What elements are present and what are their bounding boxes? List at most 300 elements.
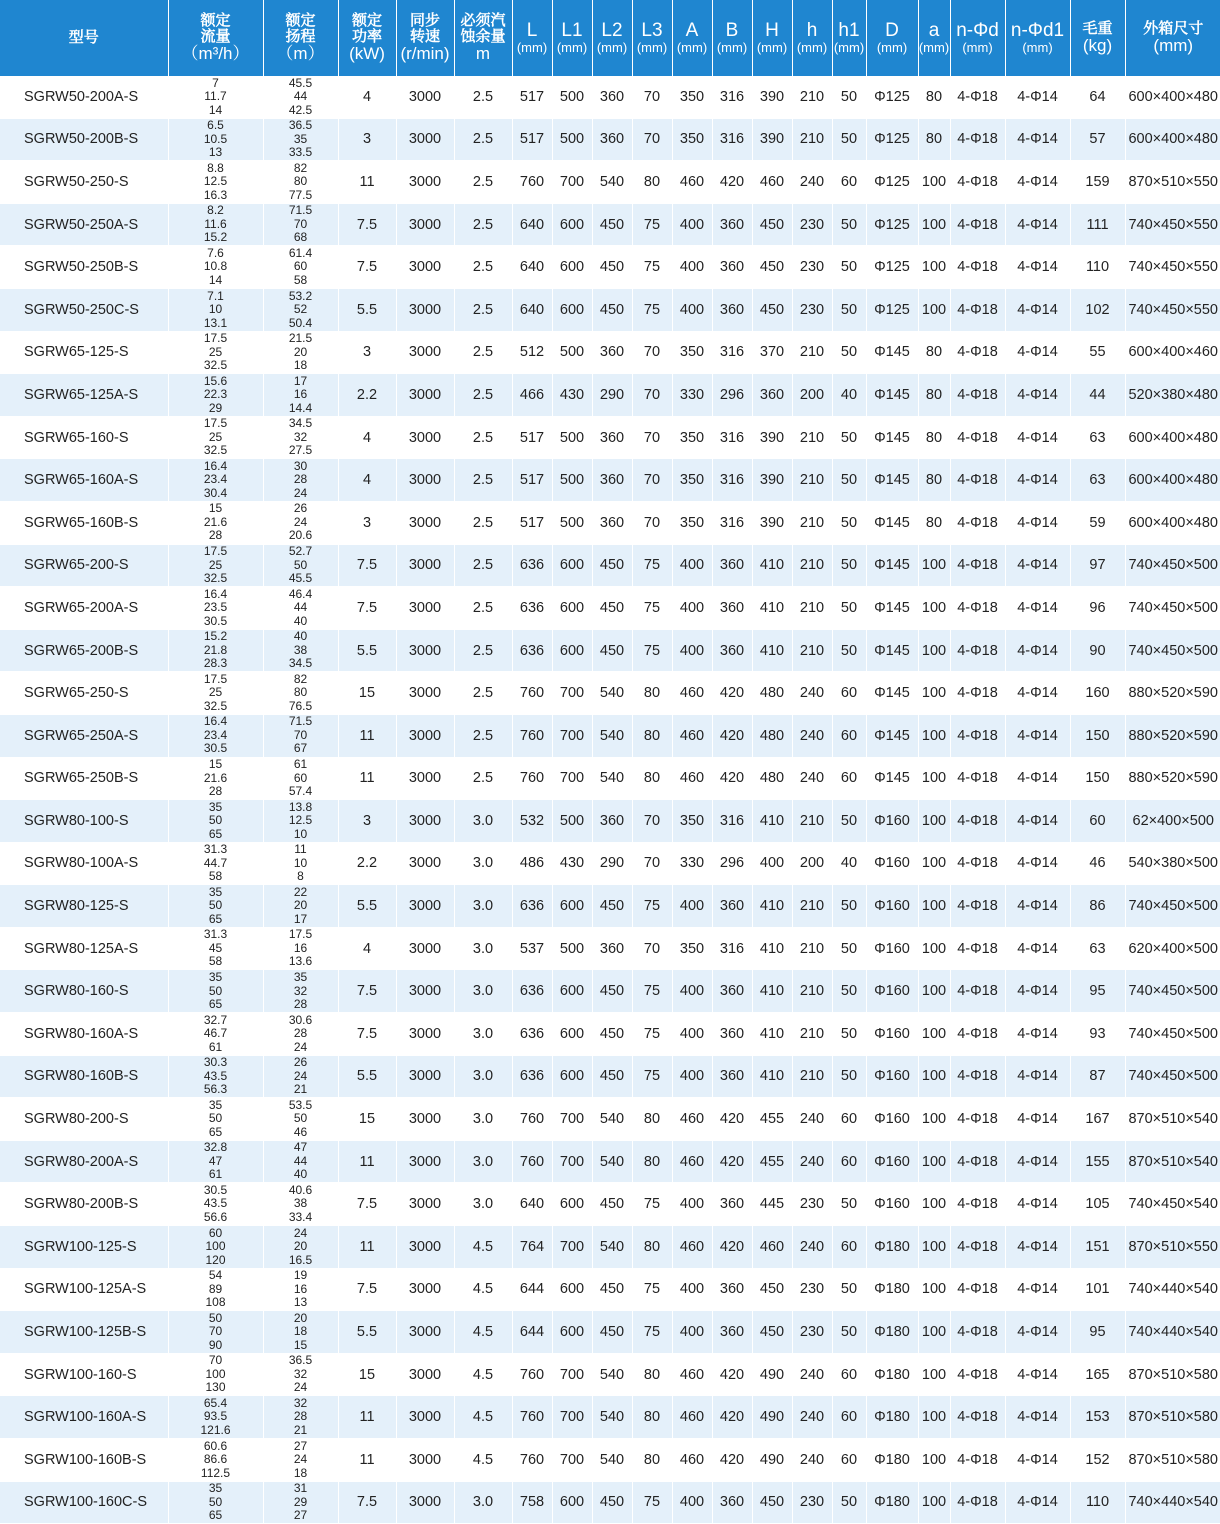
spec-cell: 159	[1070, 161, 1125, 204]
spec-cell: 11	[338, 1439, 396, 1482]
head-cell	[263, 331, 338, 374]
spec-cell: 4-Φ14	[1005, 76, 1070, 118]
spec-cell: 4-Φ14	[1005, 1140, 1070, 1183]
spec-cell: 4-Φ18	[950, 203, 1005, 246]
flow-value: 46.7	[169, 1027, 263, 1041]
spec-cell: 360	[592, 331, 632, 374]
column-header-label: 额定 扬程	[264, 13, 338, 45]
flow-value: 35	[169, 801, 263, 815]
spec-cell: 400	[672, 1055, 712, 1098]
spec-cell: 410	[752, 885, 792, 928]
head-value: 80	[264, 686, 338, 700]
spec-cell: 410	[752, 629, 792, 672]
spec-cell: 760	[512, 1439, 552, 1482]
spec-cell: 636	[512, 885, 552, 928]
spec-cell: 4-Φ18	[950, 118, 1005, 161]
spec-cell: 3000	[396, 1353, 454, 1396]
spec-cell: 15	[338, 1098, 396, 1141]
spec-cell: 240	[792, 672, 832, 715]
spec-cell: 4-Φ14	[1005, 1226, 1070, 1269]
head-value: 21.5	[264, 332, 338, 346]
spec-cell: 50	[832, 1013, 866, 1056]
spec-cell: 350	[672, 416, 712, 459]
column-header-unit: (mm)	[793, 41, 832, 55]
spec-cell: 100	[918, 1353, 950, 1396]
flow-value: 90	[169, 1339, 263, 1353]
spec-cell: 4-Φ14	[1005, 1098, 1070, 1141]
spec-cell: 80	[632, 714, 672, 757]
spec-cell: 4-Φ18	[950, 842, 1005, 885]
spec-cell: 360	[712, 203, 752, 246]
model-cell: SGRW50-200B-S	[0, 118, 168, 161]
head-value: 24	[264, 516, 338, 530]
spec-cell: 50	[832, 927, 866, 970]
head-cell	[263, 203, 338, 246]
spec-cell: 420	[712, 1396, 752, 1439]
spec-cell: 517	[512, 501, 552, 544]
flow-value: 28	[169, 529, 263, 543]
spec-cell: 3000	[396, 970, 454, 1013]
head-cell	[263, 757, 338, 800]
spec-cell: 75	[632, 629, 672, 672]
head-cell	[263, 1140, 338, 1183]
spec-cell: 3	[338, 331, 396, 374]
spec-cell: 3.0	[454, 927, 512, 970]
spec-cell: 390	[752, 501, 792, 544]
head-value: 17	[264, 913, 338, 927]
spec-cell: 210	[792, 927, 832, 970]
spec-cell: 644	[512, 1311, 552, 1354]
spec-cell: 40	[832, 374, 866, 417]
spec-cell: 400	[672, 629, 712, 672]
column-header	[1070, 0, 1125, 76]
spec-cell: 80	[918, 374, 950, 417]
head-cell	[263, 672, 338, 715]
head-value: 50	[264, 1112, 338, 1126]
spec-cell: 7.5	[338, 1268, 396, 1311]
spec-cell: Φ125	[866, 161, 918, 204]
spec-cell: 880×520×590	[1125, 714, 1220, 757]
spec-cell: 500	[552, 76, 592, 118]
spec-cell: 2.5	[454, 544, 512, 587]
flow-value: 16.4	[169, 460, 263, 474]
table-row	[0, 1013, 1220, 1056]
spec-cell: 4-Φ18	[950, 757, 1005, 800]
spec-cell: 410	[752, 1013, 792, 1056]
flow-value: 44.7	[169, 857, 263, 871]
spec-cell: 3000	[396, 374, 454, 417]
spec-cell: 3.0	[454, 970, 512, 1013]
model-cell: SGRW100-160A-S	[0, 1396, 168, 1439]
spec-cell: 360	[712, 970, 752, 1013]
spec-cell: 50	[832, 118, 866, 161]
spec-cell: 4-Φ18	[950, 1311, 1005, 1354]
head-value: 45.5	[264, 77, 338, 91]
spec-cell: Φ160	[866, 1140, 918, 1183]
flow-value: 15	[169, 758, 263, 772]
flow-value: 10	[169, 303, 263, 317]
flow-value: 30.3	[169, 1056, 263, 1070]
flow-value: 120	[169, 1254, 263, 1268]
head-value: 44	[264, 1155, 338, 1169]
flow-value: 28	[169, 785, 263, 799]
head-value: 60	[264, 772, 338, 786]
column-header-label: B	[713, 21, 752, 42]
spec-cell: 450	[592, 970, 632, 1013]
flow-value: 50	[169, 1112, 263, 1126]
column-header-unit: （m）	[264, 45, 338, 63]
spec-cell: 60	[832, 1226, 866, 1269]
column-header	[1005, 0, 1070, 76]
spec-cell: 15	[338, 1353, 396, 1396]
spec-cell: 540	[592, 757, 632, 800]
head-value: 28	[264, 1410, 338, 1424]
head-cell	[263, 1055, 338, 1098]
spec-cell: 210	[792, 331, 832, 374]
spec-cell: 240	[792, 1140, 832, 1183]
spec-cell: 636	[512, 970, 552, 1013]
head-value: 16	[264, 388, 338, 402]
spec-cell: 2.5	[454, 246, 512, 289]
spec-cell: 3000	[396, 842, 454, 885]
spec-cell: 390	[752, 459, 792, 502]
column-header-label: H	[753, 21, 792, 42]
spec-cell: 4-Φ18	[950, 1098, 1005, 1141]
table-row	[0, 757, 1220, 800]
head-cell	[263, 970, 338, 1013]
spec-cell: 700	[552, 161, 592, 204]
spec-cell: 740×440×540	[1125, 1311, 1220, 1354]
spec-cell: 316	[712, 459, 752, 502]
flow-value: 54	[169, 1269, 263, 1283]
spec-cell: 316	[712, 927, 752, 970]
head-value: 70	[264, 729, 338, 743]
spec-cell: 11	[338, 1396, 396, 1439]
flow-value: 50	[169, 1312, 263, 1326]
spec-cell: 500	[552, 118, 592, 161]
spec-cell: 4-Φ14	[1005, 161, 1070, 204]
spec-cell: 360	[712, 629, 752, 672]
column-header	[712, 0, 752, 76]
spec-cell: 210	[792, 459, 832, 502]
head-cell	[263, 1439, 338, 1482]
table-row	[0, 714, 1220, 757]
spec-cell: 4-Φ14	[1005, 800, 1070, 843]
spec-cell: 63	[1070, 416, 1125, 459]
spec-cell: 296	[712, 842, 752, 885]
head-value: 24	[264, 1041, 338, 1055]
spec-cell: 450	[592, 544, 632, 587]
spec-cell: 360	[592, 501, 632, 544]
table-row	[0, 1268, 1220, 1311]
flow-value: 13	[169, 146, 263, 160]
spec-cell: 3	[338, 501, 396, 544]
column-header-unit: (kg)	[1071, 37, 1125, 55]
model-cell: SGRW65-250A-S	[0, 714, 168, 757]
flow-value: 32.5	[169, 444, 263, 458]
spec-cell: 740×450×500	[1125, 1055, 1220, 1098]
flow-value: 35	[169, 971, 263, 985]
column-header-unit: (mm)	[633, 41, 672, 55]
spec-cell: 880×520×590	[1125, 672, 1220, 715]
spec-cell: 490	[752, 1353, 792, 1396]
spec-cell: 517	[512, 118, 552, 161]
flow-value: 21.6	[169, 516, 263, 530]
spec-cell: 740×450×500	[1125, 544, 1220, 587]
flow-value: 89	[169, 1283, 263, 1297]
spec-cell: 240	[792, 161, 832, 204]
spec-cell: 4	[338, 416, 396, 459]
spec-cell: 101	[1070, 1268, 1125, 1311]
model-cell: SGRW80-125A-S	[0, 927, 168, 970]
flow-cell	[168, 246, 263, 289]
flow-cell	[168, 1268, 263, 1311]
flow-cell	[168, 1311, 263, 1354]
spec-cell: 200	[792, 842, 832, 885]
spec-cell: Φ125	[866, 118, 918, 161]
flow-value: 65	[169, 998, 263, 1012]
spec-cell: 100	[918, 1013, 950, 1056]
flow-value: 13.1	[169, 317, 263, 331]
column-header-unit: (mm)	[1126, 37, 1220, 55]
spec-cell: 450	[752, 1268, 792, 1311]
spec-cell: 3000	[396, 672, 454, 715]
spec-cell: 50	[832, 76, 866, 118]
spec-cell: 3000	[396, 203, 454, 246]
column-header-unit: (mm)	[1006, 41, 1070, 55]
spec-cell: 70	[632, 927, 672, 970]
spec-cell: 60	[832, 1098, 866, 1141]
model-cell: SGRW65-160A-S	[0, 459, 168, 502]
spec-cell: 360	[712, 587, 752, 630]
spec-cell: 360	[712, 1268, 752, 1311]
spec-cell: 4-Φ18	[950, 246, 1005, 289]
flow-value: 25	[169, 686, 263, 700]
spec-cell: 63	[1070, 927, 1125, 970]
spec-cell: 4-Φ18	[950, 885, 1005, 928]
flow-cell	[168, 927, 263, 970]
spec-cell: 100	[918, 714, 950, 757]
column-header-label: 毛重	[1071, 21, 1125, 37]
spec-cell: 210	[792, 587, 832, 630]
spec-cell: 760	[512, 1140, 552, 1183]
column-header-label: h	[793, 21, 832, 42]
spec-cell: 450	[752, 1311, 792, 1354]
head-value: 30	[264, 460, 338, 474]
head-value: 70	[264, 218, 338, 232]
spec-cell: 870×510×550	[1125, 161, 1220, 204]
spec-cell: 210	[792, 118, 832, 161]
column-header-unit: m	[455, 45, 512, 63]
spec-cell: 4.5	[454, 1353, 512, 1396]
spec-cell: 4-Φ14	[1005, 416, 1070, 459]
head-cell	[263, 459, 338, 502]
head-cell	[263, 842, 338, 885]
head-value: 44	[264, 90, 338, 104]
spec-cell: 4-Φ18	[950, 800, 1005, 843]
spec-cell: 4-Φ14	[1005, 1311, 1070, 1354]
spec-cell: 55	[1070, 331, 1125, 374]
spec-cell: 3000	[396, 1226, 454, 1269]
table-row	[0, 459, 1220, 502]
spec-cell: 4-Φ18	[950, 501, 1005, 544]
spec-cell: 740×450×500	[1125, 629, 1220, 672]
spec-cell: 740×450×550	[1125, 203, 1220, 246]
spec-cell: Φ145	[866, 672, 918, 715]
spec-cell: 460	[672, 757, 712, 800]
column-header	[918, 0, 950, 76]
head-value: 36.5	[264, 1354, 338, 1368]
flow-value: 7	[169, 77, 263, 91]
spec-cell: 4.5	[454, 1226, 512, 1269]
spec-cell: 100	[918, 246, 950, 289]
head-cell	[263, 1353, 338, 1396]
flow-value: 17.5	[169, 673, 263, 687]
spec-cell: 4-Φ18	[950, 374, 1005, 417]
head-value: 71.5	[264, 204, 338, 218]
spec-cell: 50	[832, 587, 866, 630]
flow-cell	[168, 714, 263, 757]
spec-cell: 360	[592, 416, 632, 459]
spec-cell: 4-Φ14	[1005, 714, 1070, 757]
spec-cell: Φ145	[866, 544, 918, 587]
head-value: 27	[264, 1440, 338, 1454]
spec-cell: 240	[792, 1353, 832, 1396]
spec-cell: 4-Φ18	[950, 1481, 1005, 1524]
flow-value: 15.2	[169, 231, 263, 245]
spec-cell: 350	[672, 76, 712, 118]
head-value: 57.4	[264, 785, 338, 799]
flow-cell	[168, 288, 263, 331]
spec-cell: 165	[1070, 1353, 1125, 1396]
model-cell: SGRW80-160-S	[0, 970, 168, 1013]
column-header-label: 必须汽 蚀余量	[455, 13, 512, 45]
spec-cell: 400	[672, 246, 712, 289]
head-value: 32	[264, 1397, 338, 1411]
spec-cell: 3.0	[454, 885, 512, 928]
spec-cell: 316	[712, 800, 752, 843]
spec-cell: 540	[592, 714, 632, 757]
spec-cell: 420	[712, 1098, 752, 1141]
spec-cell: 3000	[396, 587, 454, 630]
spec-cell: 230	[792, 246, 832, 289]
spec-cell: 4-Φ18	[950, 1396, 1005, 1439]
spec-cell: 2.5	[454, 331, 512, 374]
spec-cell: 3000	[396, 1140, 454, 1183]
spec-cell: 450	[592, 1481, 632, 1524]
table-row	[0, 203, 1220, 246]
flow-value: 56.3	[169, 1083, 263, 1097]
spec-cell: 420	[712, 1140, 752, 1183]
spec-cell: 450	[592, 1055, 632, 1098]
flow-value: 14	[169, 274, 263, 288]
spec-cell: 410	[752, 587, 792, 630]
table-row	[0, 544, 1220, 587]
table-row	[0, 800, 1220, 843]
spec-cell: 50	[832, 1055, 866, 1098]
spec-cell: 4-Φ14	[1005, 1055, 1070, 1098]
flow-value: 108	[169, 1296, 263, 1310]
model-cell: SGRW80-200B-S	[0, 1183, 168, 1226]
flow-value: 8.8	[169, 162, 263, 176]
spec-cell: 360	[712, 885, 752, 928]
column-header-label: A	[673, 21, 712, 42]
head-value: 21	[264, 1424, 338, 1438]
spec-cell: 4-Φ18	[950, 544, 1005, 587]
spec-cell: 100	[918, 1098, 950, 1141]
spec-cell: 240	[792, 714, 832, 757]
head-cell	[263, 1268, 338, 1311]
flow-value: 25	[169, 346, 263, 360]
spec-cell: 600	[552, 203, 592, 246]
spec-cell: 640	[512, 246, 552, 289]
table-row	[0, 76, 1220, 118]
flow-value: 30.4	[169, 487, 263, 501]
model-cell: SGRW50-250A-S	[0, 203, 168, 246]
flow-cell	[168, 1098, 263, 1141]
head-cell	[263, 1013, 338, 1056]
spec-cell: 80	[632, 1140, 672, 1183]
spec-cell: 7.5	[338, 1481, 396, 1524]
head-cell	[263, 374, 338, 417]
spec-cell: 400	[672, 885, 712, 928]
spec-cell: 450	[592, 1013, 632, 1056]
spec-cell: 70	[632, 416, 672, 459]
spec-cell: 2.5	[454, 416, 512, 459]
spec-cell: 400	[672, 288, 712, 331]
spec-cell: 3000	[396, 501, 454, 544]
spec-cell: 50	[832, 800, 866, 843]
spec-cell: 600×400×480	[1125, 76, 1220, 118]
spec-cell: 210	[792, 800, 832, 843]
spec-cell: 240	[792, 1226, 832, 1269]
model-cell: SGRW100-160C-S	[0, 1481, 168, 1524]
spec-cell: 11	[338, 1226, 396, 1269]
model-cell: SGRW65-250-S	[0, 672, 168, 715]
head-value: 42.5	[264, 104, 338, 118]
spec-cell: 4-Φ14	[1005, 757, 1070, 800]
spec-cell: 466	[512, 374, 552, 417]
spec-cell: 4-Φ14	[1005, 501, 1070, 544]
spec-cell: Φ160	[866, 1055, 918, 1098]
spec-cell: 3000	[396, 331, 454, 374]
flow-cell	[168, 501, 263, 544]
flow-value: 11.7	[169, 90, 263, 104]
flow-cell	[168, 459, 263, 502]
spec-cell: 4-Φ14	[1005, 970, 1070, 1013]
flow-value: 10.5	[169, 133, 263, 147]
table-row	[0, 374, 1220, 417]
spec-cell: 390	[752, 416, 792, 459]
spec-cell: 4-Φ14	[1005, 459, 1070, 502]
spec-cell: 420	[712, 161, 752, 204]
spec-cell: Φ125	[866, 76, 918, 118]
flow-value: 130	[169, 1381, 263, 1395]
head-value: 50	[264, 559, 338, 573]
spec-cell: 75	[632, 246, 672, 289]
spec-cell: 80	[632, 757, 672, 800]
head-value: 33.5	[264, 146, 338, 160]
spec-cell: 360	[712, 1183, 752, 1226]
flow-cell	[168, 1439, 263, 1482]
spec-cell: 290	[592, 842, 632, 885]
spec-cell: 760	[512, 714, 552, 757]
spec-cell: 4-Φ14	[1005, 1183, 1070, 1226]
spec-cell: 400	[672, 544, 712, 587]
spec-cell: 70	[632, 459, 672, 502]
spec-cell: 153	[1070, 1396, 1125, 1439]
spec-cell: Φ125	[866, 203, 918, 246]
